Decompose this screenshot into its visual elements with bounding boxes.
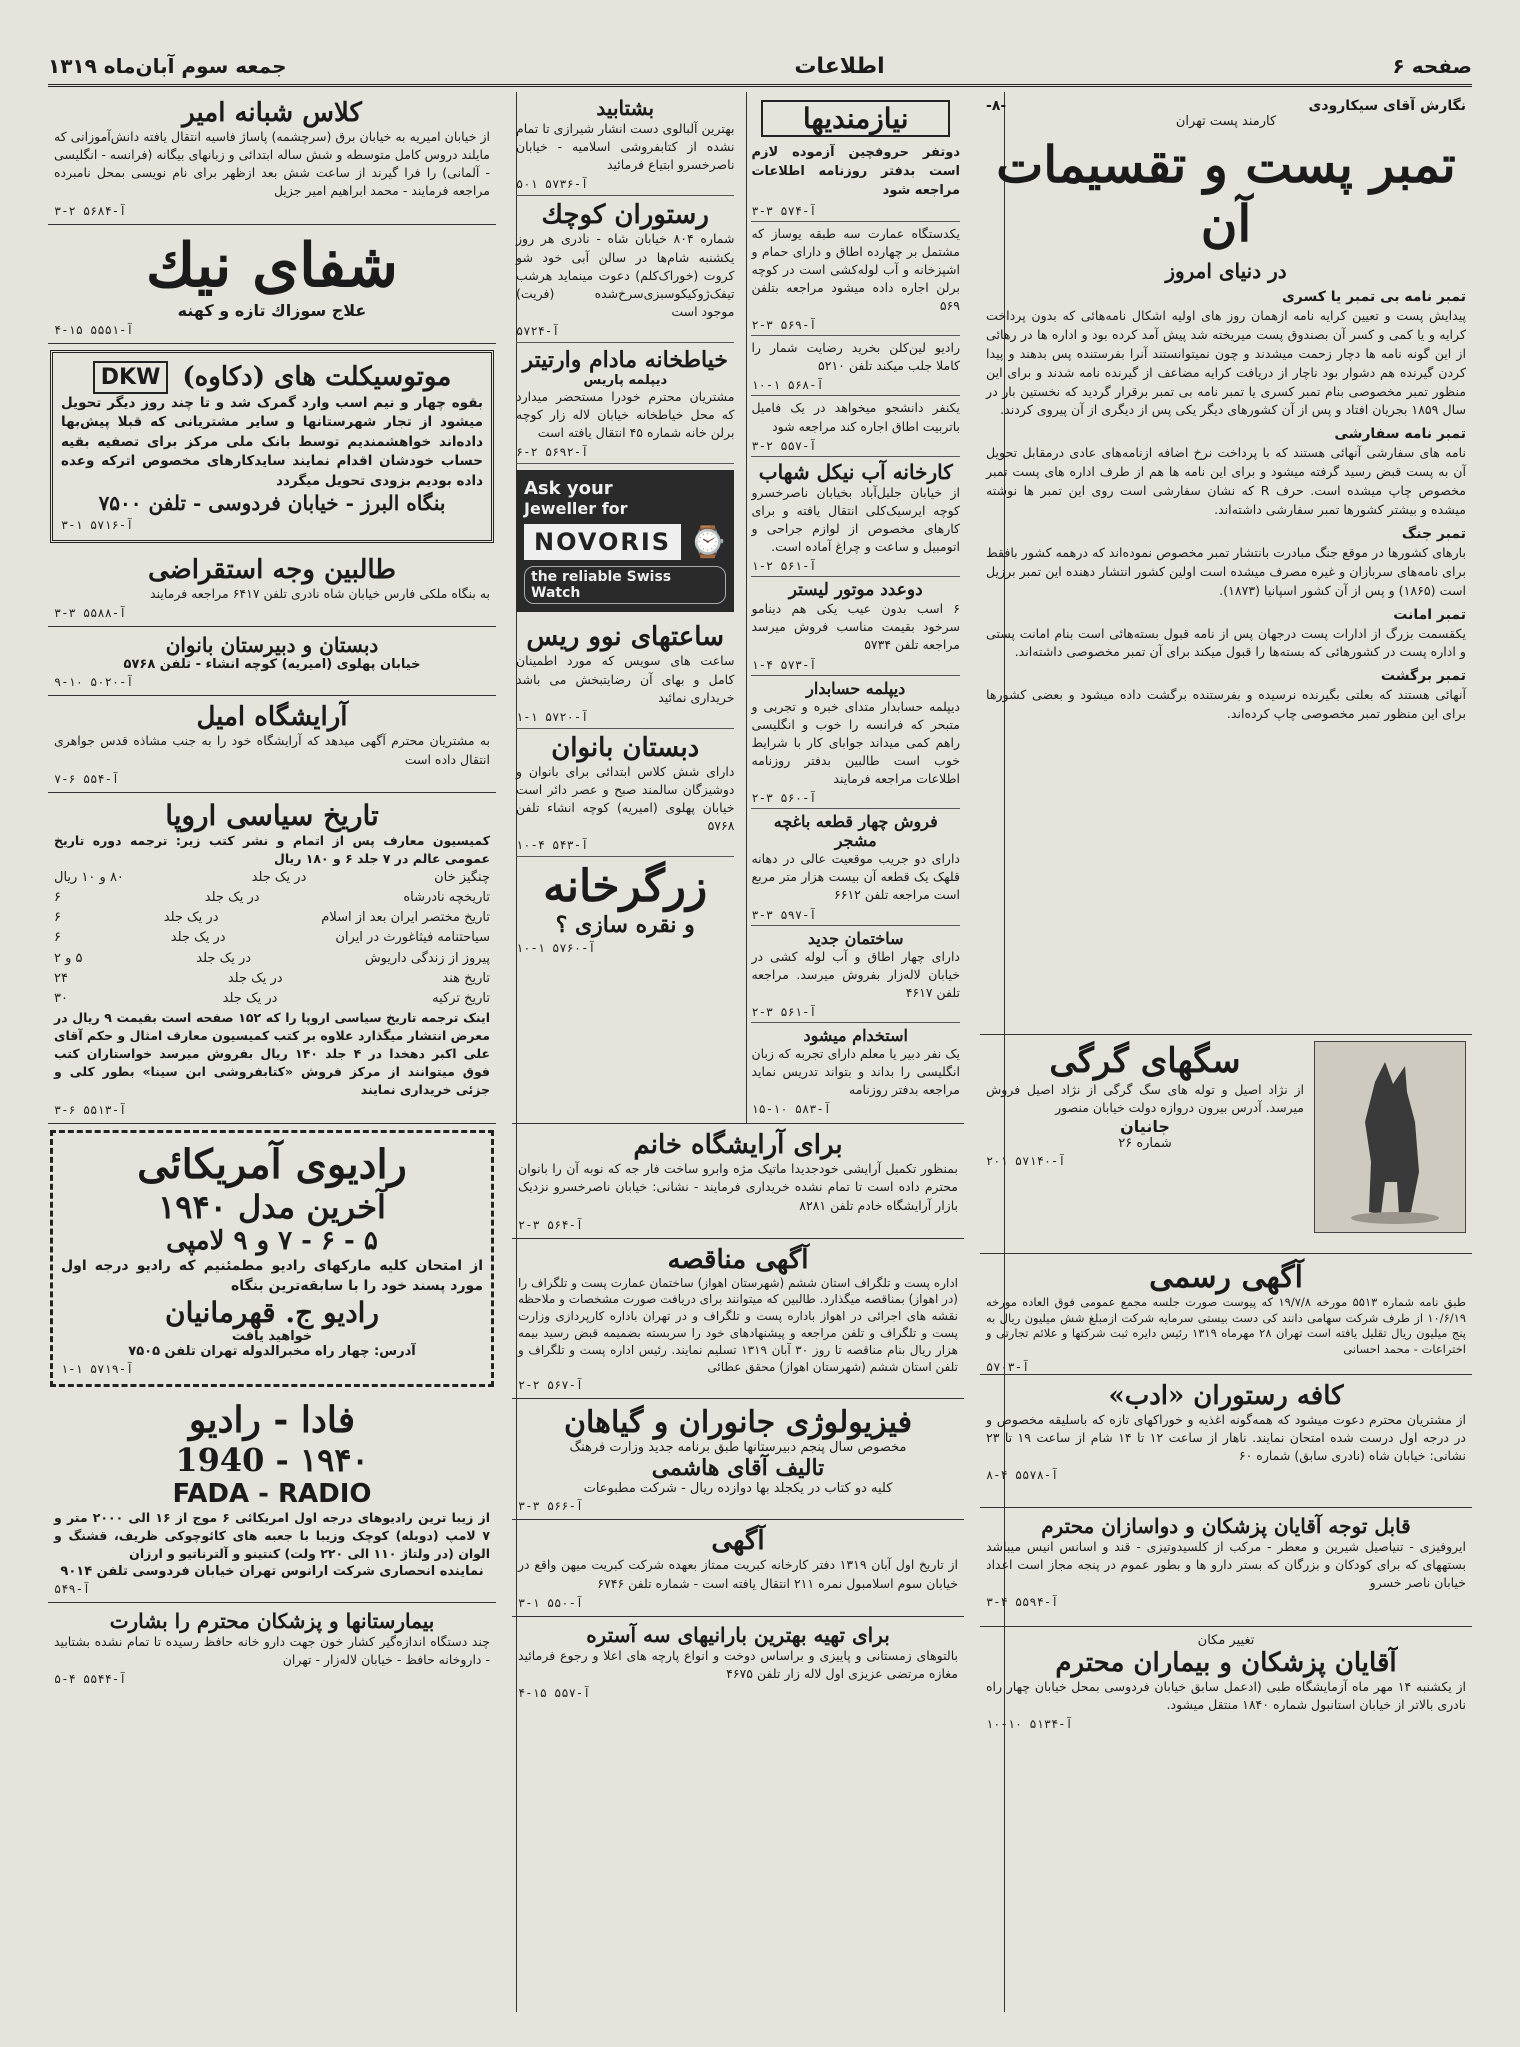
ad-code: آ-۵۷۳ ۴-۱ xyxy=(751,657,817,672)
section-heading: تمبر نامه سفارشی xyxy=(1334,426,1466,443)
history-book-price: ۶ xyxy=(54,910,61,926)
history-book-list xyxy=(54,868,490,1009)
american-tail: خواهید یافت xyxy=(231,1329,313,1345)
building-text: دارای چهار اطاق و آب لوله کشی در خیابان لاله‌زار بفروش میرسد. مراجعه تلفن ۴۶۱۷ xyxy=(751,948,960,1000)
ad-code: آ-۵۵۱۳ ۶-۳ xyxy=(54,1102,127,1117)
history-book-price: ۲۴ xyxy=(54,970,68,986)
history-book-price: ۶ xyxy=(54,930,61,946)
nickel-ad xyxy=(751,457,960,578)
girls-title: دبستان و دبیرستان بانوان xyxy=(165,633,379,658)
dogs-name: جانیان xyxy=(1120,1117,1170,1137)
history-footer: اینک ترجمه تاریخ سیاسی اروپا را که ۱۵۲ صفحه است بقیمت ۹ ریال در معرض انتشار میگذارد علاوه بر کتب کمیسیون معارف امثال و حکم آقای علی اکبر دهخدا در ۴ جلد ۱۴۰ ریال بفروش میرسد خواستاران کتب فوق میتوانند از مرکز فروش «کتابفروشی ابن سینا» بطور کلی و جزئی خریداری نمایند xyxy=(54,1009,490,1098)
dog-photo xyxy=(1314,1041,1466,1233)
article-section xyxy=(986,607,1466,663)
history-book-name: تاریخ هند xyxy=(442,970,490,986)
ad-code: آ-۵۵۰ ۱-۳ xyxy=(518,1595,584,1610)
novoris-tag: the reliable Swiss Watch xyxy=(524,566,726,604)
history-book-count: در یک جلد xyxy=(222,990,278,1006)
notice-title: آگهی xyxy=(711,1526,765,1557)
newspaper-name: اطلاعات xyxy=(794,53,885,79)
hire-text: یک نفر دبیر یا معلم دارای تجربه که زبان انگلیسی را بداند و بتواند تدریس نماید مراجعه بدفتر روزنامه xyxy=(751,1045,960,1098)
history-book-count: در یک جلد xyxy=(170,930,226,946)
watch-text: ساعت های سویس که مورد اطمینان کامل و بهای آن رضایتبخش می باشد خریداری نمائید xyxy=(516,653,735,705)
section-text: یکقسمت بزرگ از ادارات پست درجهان پس از نامه قبول بسته‌هائی است بنام امانت پستی و اداره پست در کشورهائی که بسته‌ها را قبول میکند برای آن تمبر مخصوصی داشته‌اند. xyxy=(986,625,1466,660)
tailor-text: مشتریان محترم خودرا مستحضر میدارد که محل خیاطخانه خیابان لاله زار کوچه برلن خانه شماره ۴۵ انتقال یافته است xyxy=(516,389,735,441)
gold-ad xyxy=(516,857,734,959)
needs-text: یکدستگاه عمارت سه طبقه یوساز که مشتمل بر چهارده اطاق و دارای حمام و اشپزخانه و آب لوله‌کشی است در کوچه برلن اجاره داده میشود مراجعه بتلفن ۵۶۹ xyxy=(751,225,960,314)
hire-ad xyxy=(751,1023,960,1119)
ad-code: آ-۵۵۷ ۱۵-۴ xyxy=(518,1685,591,1700)
ad-code: آ-۵۶۹۲ ۲-۶ xyxy=(516,445,589,460)
needs-text: دوتفر حروفچین آزموده لازم است بدفتر روزنامه اطلاعات مراجعه شود xyxy=(751,145,960,198)
american-line: ۵ - ۶ - ۷ و ۹ لامپی xyxy=(166,1225,378,1256)
article-section xyxy=(986,289,1466,420)
barber-title: آرایشگاه امیل xyxy=(196,702,348,733)
dkw-logo: DKW xyxy=(93,361,169,394)
history-book-name: پیروز از زندگی داریوش xyxy=(364,950,490,966)
american-subtitle: آخرین مدل ۱۹۴۰ xyxy=(158,1187,386,1226)
girls-school-ad xyxy=(48,627,496,696)
needs-item xyxy=(751,396,960,456)
article-series: -۸- xyxy=(986,98,1007,114)
building-ad xyxy=(751,926,960,1023)
tailor-subtitle: دیپلمه پاریس xyxy=(583,373,668,388)
ad-code: آ-۵۷۱۹ ۱-۱ xyxy=(61,1362,134,1377)
ad-code: آ-۵۶۹ ۳-۲ xyxy=(751,318,817,333)
shafa-text: علاج سوزاك تازه و کهنه xyxy=(177,300,367,320)
physio-extra: کلیه دو کتاب در یکجلد بها دوازده ریال - شرکت مطبوعات xyxy=(583,1481,893,1497)
school-title: دبستان بانوان xyxy=(551,732,700,763)
hospitals-text: چند دستگاه اندازه‌گیر کشار خون جهت دارو خانه حافظ رسیده تا تمام نشده بشتابید - داروخانه حافظ - خیابان لاله‌زار - تهران xyxy=(54,1633,490,1667)
history-book-count: در یک جلد xyxy=(251,869,307,885)
cafe-text: از مشتریان محترم دعوت میشود که همه‌گونه اغذیه و خوراکهای تازه که باسلیقه مخصوص و در درجه اول درست شده امتحان نمایند. ناهار از ساعت ۱۲ تا ۱۴ شام از ساعت ۱۹ تا ۲۳ نشانی: خیابان شاه (نادری سابق) شماره ۶۰ xyxy=(986,1412,1466,1464)
dkw-title: موتوسیکلت های (دکاوه) xyxy=(182,362,452,392)
middle-left-column xyxy=(512,92,738,1123)
barber-ad xyxy=(48,696,496,792)
raincoat-ad xyxy=(512,1617,964,1706)
ad-code: آ-۵۶۰ ۳-۲ xyxy=(751,791,817,806)
history-book-price: ۳۰ xyxy=(54,990,68,1006)
needs-item xyxy=(751,141,960,222)
history-book-name: تاریخ مختصر ایران بعد از اسلام xyxy=(321,910,490,926)
history-book-price: ۸۰ و ۱۰ ریال xyxy=(54,869,124,885)
attention-title: بشتابید xyxy=(596,96,655,120)
motor-title: دوعدد موتور لیستر xyxy=(788,580,923,601)
garden-text: دارای دو جریب موقعیت عالی در دهانه قلهک یک قطعه آن بیست هزار متر مربع است مراجعه تلفن ۶۶۱۲ xyxy=(751,851,960,903)
article-subtitle: در دنیای امروز xyxy=(1165,259,1287,283)
building-title: ساختمان جدید xyxy=(807,928,904,948)
salon-title: برای آرایشگاه خانم xyxy=(633,1130,843,1161)
loan-ad xyxy=(48,549,496,627)
ad-code: آ-۵۵۴ ۶-۷ xyxy=(54,771,120,786)
nickel-title: کارخانه آب نیکل شهاب xyxy=(758,459,953,484)
ad-code: آ-۵۷۴ ۳-۳ xyxy=(751,203,817,218)
article-byline: نگارش آقای سیکارودی xyxy=(1308,98,1466,114)
ad-code: آ-۵۵۷ ۲-۳ xyxy=(751,438,817,453)
notice-ad xyxy=(512,1520,964,1616)
gold-title: زرگرخانه xyxy=(543,861,708,913)
history-ad xyxy=(48,793,496,1124)
diploma-text: دیپلمه حسابدار متدای خبره و تجربی و متبحر که فرانسه را خوب و انگلیسی راهم کمی میداند جوابای کار با شرایط خوب است طالبین بدفتر روزنامه اطلاعات مراجعه فرمایند xyxy=(751,698,960,787)
rain-title: برای تهیه بهترین بارانیهای سه آستره xyxy=(586,1622,890,1647)
article-section xyxy=(986,426,1466,520)
moved-ad xyxy=(980,1627,1472,1779)
history-book-row xyxy=(54,949,490,969)
section-heading: تمبر نامه بی تمبر یا کسری xyxy=(1281,289,1466,305)
restaurant-ad xyxy=(516,196,734,343)
ad-code: آ-۵۷۱۶ ۱-۳ xyxy=(61,518,134,533)
history-book-name: چنگیز خان xyxy=(434,869,490,885)
moved-title: آقایان پزشکان و بیماران محترم xyxy=(1055,1648,1397,1678)
motor-ad xyxy=(751,577,960,675)
american-title: رادیوی آمریکائی xyxy=(137,1140,407,1188)
history-book-row xyxy=(54,888,490,908)
school-ad xyxy=(516,729,734,858)
salon-text: بمنظور تکمیل آرایشی خودجدیدا ماتیک مژه وابرو ساخت فار جه که نوبه آن را بانوان محترم داده است تا تمام نشده خریداری فرمایند - نشانی: خیابان ناصرخسرو نزدیک بازار آرایشگاه خادم تلفن ۸۲۸۱ xyxy=(518,1161,958,1213)
history-book-row xyxy=(54,928,490,948)
attention-text: بهترین آلبالوی دست انشار شیرازی تا تمام نشده از کتابفروشی اسلامیه - خیابان ناصرخسرو ابتیاع فرمائید xyxy=(516,121,735,173)
article-section xyxy=(986,668,1466,724)
ad-code: آ-۵۵۹۴ ۴-۳ xyxy=(986,1595,1059,1610)
section-text: پیدایش پست و تعیین کرایه نامه ازهمان روز های اولیه اشکال نامه‌هائی که بدون پرداخت کرایه و یا کمی و کسر آن بصندوق پست میریخته شد پیش آمد کرده بود و اداره ها در رهائی از این گونه نامه ها دچار زحمت میشدند و چون نمیتوانستند آنرا بفرستنده پس بدهند و پیدا کردن گیرنده هم دشوار بود ناچار از دریافت کرایه مضاعف از گیرنده نامه شدند و برای این منظور تمبر مخصوصی بنام تمبر کسری یا تمبر نامه بی تمبر برقرار گردید که نخستین بار در سال ۱۸۵۹ بجریان افتاد و پس از آن کشورهای دیگر یکی پس از دیگری از آن پیروی کردند. xyxy=(986,308,1466,418)
ad-code: آ-۵۵۵۱ ۱۵-۴ xyxy=(54,322,134,337)
novoris-ad xyxy=(516,470,734,612)
novoris-brand: NOVORIS xyxy=(524,524,681,560)
notice-text: از تاریخ اول آبان ۱۳۱۹ دفتر کارخانه کبریت ممتاز بعهده شرکت کبریت میهن واقع در خیابان سوم اسلامبول نمره ۲۱۱ انتقال یافته است - شماره تلفن ۶۷۴۶ xyxy=(518,1557,958,1591)
ad-code: آ-۵۶۸ ۱-۱۰ xyxy=(751,378,824,393)
physio-author: تالیف آقای هاشمی xyxy=(651,1455,825,1482)
watch-ad xyxy=(516,618,734,728)
tender-ad xyxy=(512,1239,964,1400)
history-book-count: در یک جلد xyxy=(196,950,252,966)
tailor-ad xyxy=(516,343,734,464)
ad-code: آ-۵۹۷ ۳-۳ xyxy=(751,907,817,922)
hire-title: استخدام میشود xyxy=(803,1025,908,1045)
history-book-row xyxy=(54,868,490,888)
stamp-article xyxy=(980,92,1472,1035)
ad-code: آ-۵۷۳۶ ۵۰۱ xyxy=(516,177,589,192)
tender-title: آگهی مناقصه xyxy=(667,1244,809,1275)
novoris-line2: Jeweller for xyxy=(524,499,628,519)
ad-code: آ-۵۷۲۴ xyxy=(516,324,560,338)
rain-text: بالتوهای زمستانی و پاییزی و براساس دوخت و انواع پارچه های اعلا و رجوع فرمائید مغازه مرتضی عزیزی اول لاله زار تلفن ۴۶۷۵ xyxy=(518,1647,958,1681)
history-book-count: در یک جلد xyxy=(227,970,283,986)
hospitals-ad xyxy=(48,1603,496,1692)
ad-code: آ-۵۶۸۴ ۲-۳ xyxy=(54,203,127,218)
dkw-ad xyxy=(50,350,494,544)
section-text: بارهای کشورها در موقع جنگ مبادرت بانتشار تمبر مخصوص نموده‌اند که درهمه کشور بافقط برای نامه‌های سربازان و غیره مصرف میشده است اولین کشور انتشار دهنده این تمبر برزیل است (۱۸۶۵) و پس از آن کشور اسپانیا (۱۸۷۳). xyxy=(986,544,1466,598)
needs-item xyxy=(751,336,960,396)
history-book-price: ۶ xyxy=(54,890,61,906)
history-book-name: تاریخچه نادرشاه xyxy=(403,890,490,906)
physio-text: مخصوص سال پنجم دبیرستانها طبق برنامه جدید وزارت فرهنگ xyxy=(569,1440,907,1456)
motor-text: ۶ اسب بدون عیب یکی هم دینامو سرخود بقیمت مناسب فروش میرسد مراجعه تلفن ۵۷۳۴ xyxy=(751,601,960,653)
history-book-name: تاریخ ترکیه xyxy=(432,990,490,1006)
school-text: دارای شش کلاس ابتدائی برای بانوان و دوشیزگان سالمند صبح و عصر دائر است خیابان پهلوی (امیریه) کوچه انشاء تلفن ۵۷۶۸ xyxy=(516,763,735,834)
ad-code: آ-۵۶۱ ۲-۱ xyxy=(751,559,817,574)
history-book-row xyxy=(54,989,490,1009)
needs-text: یکنفر دانشجو میخواهد در یک فامیل باتربیت اطاق اجاره کند مراجعه شود xyxy=(751,400,960,434)
fada-agent: نماینده انحصاری شرکت ارانوس تهران خیابان فردوسی تلفن ۹۰۱۴ xyxy=(60,1563,484,1579)
girls-text: خیابان پهلوی (امیریه) کوچه انشاء - تلفن ۵۷۶۸ xyxy=(123,657,421,673)
american-text: از امتحان کلیه مارکهای رادیو مطمئنیم که رادیو درجه اول مورد پسند خود را با سابقه‌ترین بنگاه xyxy=(61,1257,483,1294)
ad-code: آ-۵۴۳ ۴-۱۰ xyxy=(516,838,589,853)
fada-text: از زیبا ترین رادیوهای درجه اول امریکائی ۶ موج از ۱۶ الی ۲۰۰۰ متر و ۷ لامپ (دوبله) کوچک وزیبا با جعبه های کائوچوکی ظریف، قشنگ و الوان (در ولتاژ ۱۱۰ الی ۲۲۰ ولت) کنتینو و آلترناتیو و ارزان xyxy=(54,1510,490,1562)
moved-text: از یکشنبه ۱۴ مهر ماه آزمایشگاه طبی (ادعمل سابق خیابان فردوسی بمحل خیابان چهار راه نادری بالاتر از خیابان استانبول شماره ۱۸۴۰ منتقل میشود. xyxy=(986,1679,1466,1713)
restaurant-text: شماره ۸۰۴ خیابان شاه - نادری هر روز یکشنبه شام‌ها در سالن آبی خود شو کروت (خوراک‌کلم) دعوت مینماید هرشب تیفک‌ژوکیکوسبزی‌سرخ‌شده (فریت) موجود است xyxy=(516,231,735,319)
ad-code: آ-۵۱۳۴ ۱۰-۱۰ xyxy=(986,1717,1073,1732)
section-text: نامه های سفارشی آنهائی هستند که با پرداخت نرخ اضافه ازنامه‌های عادی درمقابل تحویل آن به پست قبض رسید گرفته میشود و برای این نامه ها هم از طرف اداره های پست تمبر مخصوص چاپ میشده است. حرف R که نشان سفارشی است روی این تمبر ها نوشته میشده و بیشتر کشورها تمبر سفارشی داشته‌اند. xyxy=(986,445,1466,518)
diploma-title: دیپلمه حسابدار xyxy=(806,678,906,698)
page-number: صفحه ۶ xyxy=(1392,54,1472,78)
loan-title: طالبین وجه استقراضی xyxy=(147,555,396,586)
ad-code: آ-۵۵۷۸ ۴-۸ xyxy=(986,1468,1059,1483)
ad-code: آ-۵۷۰۳ xyxy=(986,1360,1030,1375)
physiology-ad xyxy=(512,1399,964,1520)
doctors-ad xyxy=(980,1508,1472,1627)
issue-date: جمعه سوم آبان‌ماه ۱۳۱۹ xyxy=(48,54,287,78)
ad-code: آ-۵۶۴ ۳-۲ xyxy=(518,1217,584,1232)
watch-icon: ⌚ xyxy=(689,524,727,560)
gold-subtitle: و نقره سازی ؟ xyxy=(555,912,695,939)
hospitals-title: بیمارستانها و پزشکان محترم را بشارت xyxy=(109,1608,435,1633)
loan-text: به بنگاه ملکی فارس خیابان شاه نادری تلفن ۶۴۱۷ مراجعه فرمایند xyxy=(150,586,490,602)
dogs-text: از نژاد اصیل و توله های سگ گرگی از نژاد اصیل فروش میرسد. آدرس بیرون دروازه دولت خیابان منصور xyxy=(986,1082,1304,1116)
fada-ad xyxy=(48,1393,496,1602)
history-title: تاریخ سیاسی اروپا xyxy=(165,798,379,832)
novoris-line1: Ask your xyxy=(524,478,613,500)
dogs-title: سگهای گرگی xyxy=(1049,1041,1241,1081)
ad-code: آ-۵۷۶۰ ۱-۱۰ xyxy=(516,941,596,956)
doctors-text: ایروفیزی - تنیاصیل شیرین و معطر - مرکب از کلسیدوتیزی - قند و اسانس انیس میباشد بستههای که برای کودکان و بزرگان که بستر دارو ها و بطور عموم در پنجه مجاز است اعداد خیابان ناصر خسرو xyxy=(986,1539,1466,1591)
needs-column xyxy=(746,92,964,1123)
american-radio-ad xyxy=(50,1130,494,1388)
classes-title: کلاس شبانه امیر xyxy=(182,98,362,128)
garden-title: فروش چهار قطعه باغچه مشجر xyxy=(773,812,938,851)
history-book-count: در یک جلد xyxy=(204,890,260,906)
history-book-name: سیاحتنامه فیثاغورث در ایران xyxy=(335,930,490,946)
section-heading: تمبر برگشت xyxy=(1380,668,1466,685)
ad-code: آ-۵۷۱۴۰ ۲۰۱ xyxy=(986,1154,1066,1169)
dkw-address: بنگاه البرز - خیابان فردوسی - تلفن ۷۵۰۰ xyxy=(98,491,446,516)
middle-top xyxy=(512,92,964,1124)
history-book-row xyxy=(54,908,490,928)
nickel-text: از خیابان جلیل‌آباد بخیابان ناصرخسرو کوچه ایرسیک‌کلی انتقال یافته و برای کارهای مخصوص از لوازم جراحی و اتومبیل و ساعت و چراغ آماده است. xyxy=(751,484,960,555)
cafe-title: کافه رستوران «ادب» xyxy=(1108,1381,1344,1411)
ad-code: آ-۵۴۹ xyxy=(54,1581,91,1596)
article-role: کارمند پست تهران xyxy=(1175,114,1277,129)
garden-ad xyxy=(751,809,960,925)
history-text: کمیسیون معارف پس از اتمام و نشر کتب زیر: ترجمه دوره تاریخ عمومی عالم در ۷ جلد ۶ و ۱۸۰ ریال xyxy=(54,832,490,866)
classes-text: از خیابان امیریه به خیابان برق (سرچشمه) پاساژ فاسیه انتقال یافته دانش‌آموزانی که مایلند دروس کامل متوسطه و شش ساله ابتدائی و زبانهای بیگانه (فرانسه - انگلیسی - آلمانی) را فرا گیرند از ساعت شش بعد ازظهر برای نام نویسی بمحل نامبرده مراجعه فرمایند - محمد ابراهیم امیر جزیل xyxy=(54,129,490,199)
fada-latin: FADA - RADIO xyxy=(172,1479,372,1510)
ad-code: آ-۵۷۲۰ ۱-۱ xyxy=(516,709,589,724)
column-left xyxy=(48,92,496,1692)
column-middle xyxy=(512,92,964,1706)
watch-title: ساعتهای نوو ریس xyxy=(526,622,725,653)
american-brand: رادیو ج. قهرمانیان xyxy=(165,1296,379,1330)
page-header xyxy=(48,48,1472,87)
official-text: طبق نامه شماره ۵۵۱۳ مورخه ۱۹/۷/۸ که پیوست صورت جلسه مجمع عمومی فوق العاده مورخه ۱۰/۶/۱۹ از طرف شرکت سهامی دانند کی دست بیستی سرمایه شرکت ازمبلغ شش میلیون ریال به پنج میلیون ریال تقلیل یافته است تهران ۲۸ مهرماه ۱۳۱۹ رئیس دایره ثبت شرکتها و علائم تجارتی و اختراعات - محمد احسانی xyxy=(986,1295,1466,1356)
section-heading: تمبر امانت xyxy=(1393,606,1466,623)
history-book-price: ۵ و ۲ xyxy=(54,950,83,966)
ad-code: آ-۵۶۶ ۳-۳ xyxy=(518,1499,584,1514)
section-text: آنهائی هستند که بعلتی بگیرنده نرسیده و بفرستنده برگشت داده میشود و بعضی کشورها برای این منظور تمبر مخصوصی چاپ کرده‌اند. xyxy=(986,687,1466,722)
ad-code: آ-۵۰۲۰ ۱۰-۹ xyxy=(54,675,134,690)
classes-ad xyxy=(48,92,496,225)
attention-ad xyxy=(516,96,734,196)
ad-code: آ-۵۶۱ ۳-۲ xyxy=(751,1004,817,1019)
history-book-row xyxy=(54,969,490,989)
salon-ad xyxy=(512,1124,964,1238)
restaurant-title: رستوران کوچك xyxy=(541,200,709,231)
barber-text: به مشتریان محترم آگهی میدهد که آرایشگاه خود را به جنب مشاذه قدس جواهری انتقال داده است xyxy=(54,733,490,767)
needs-item xyxy=(751,222,960,337)
diploma-ad xyxy=(751,676,960,810)
american-address: آدرس: چهار راه مخبرالدوله تهران تلفن ۷۵۰۵ xyxy=(128,1344,416,1360)
tailor-title: خیاطخانه مادام وارتیتر xyxy=(522,347,728,373)
history-book-count: در یک جلد xyxy=(163,910,219,926)
fada-year: ۱۹۴۰ - 1940 xyxy=(175,1441,369,1480)
ad-code: آ-۵۸۳ ۱۰-۱۵ xyxy=(751,1102,831,1117)
needs-title: نیازمندیها xyxy=(761,100,950,137)
doctors-title: قابل توجه آقایان پزشکان و دواسازان محترم xyxy=(1041,1514,1411,1538)
shafa-title: شفای نیك xyxy=(145,230,399,301)
official-notice xyxy=(980,1254,1472,1375)
physio-title: فیزیولوژی جانوران و گیاهان xyxy=(563,1405,913,1441)
needs-text: رادیو لین‌کلن بخرید رضایت شمار را کاملا جلب میکند تلفن ۵۲۱۰ xyxy=(751,340,960,374)
article-title: تمبر پست و تقسیمات آن xyxy=(996,135,1456,253)
tender-text: اداره پست و تلگراف استان ششم (شهرستان اهواز) ساختمان عمارت پست و تلگراف را (در اهواز) بمناقصه میگذارد. طالبین که میتوانند برای دریافت صورت مشخصات و ملاحظه نقشه های اجرائی در اهواز باداره پست و تلگراف و در تهران باداره کارپردازی وزارت پست و تلگراف و تلفن مراجعه و پیشنهادهای خود را سربسته بضمیمه قبض رسید بیمه هزار ریال بنام مناقصه تا روز ۳۰ آبان ۱۳۱۹ تسلیم نمایند. رئیس اداره پست و تلگراف و تلفن استان ششم (شهرستان اهواز) محقق عطائی xyxy=(518,1275,958,1374)
shafa-ad xyxy=(48,225,496,344)
moved-label: تغییر مکان xyxy=(1197,1633,1255,1648)
ad-code: آ-۵۶۷ ۲-۲ xyxy=(518,1378,584,1393)
ad-code: آ-۵۵۸۸ ۳-۳ xyxy=(54,606,127,621)
ad-code: آ-۵۵۴۴ ۴-۵ xyxy=(54,1671,127,1686)
column-right xyxy=(980,92,1472,1779)
article-section xyxy=(986,526,1466,601)
cafe-ad xyxy=(980,1375,1472,1508)
fada-title: فادا - رادیو xyxy=(188,1399,356,1442)
dkw-text: بقوه چهار و نیم اسب وارد گمرک شد و تا چند روز دیگر تحویل میشود از تجار شهرستانها و سایر مشتریانی که قبلا پیش‌بها داده‌اند خواهشمندیم توسط بانک ملی مرکز برای تصفیه بقیه حساب خودشان اقدام نمایند سایدکارهای مخصوص اترکه وعده داده بودیم بزودی تحویل میگردد xyxy=(61,394,483,489)
dogs-extra: شماره ۲۶ xyxy=(1118,1136,1172,1152)
dogs-ad xyxy=(980,1035,1472,1254)
official-title: آگهی رسمی xyxy=(1149,1260,1303,1295)
section-heading: تمبر جنگ xyxy=(1401,525,1466,542)
